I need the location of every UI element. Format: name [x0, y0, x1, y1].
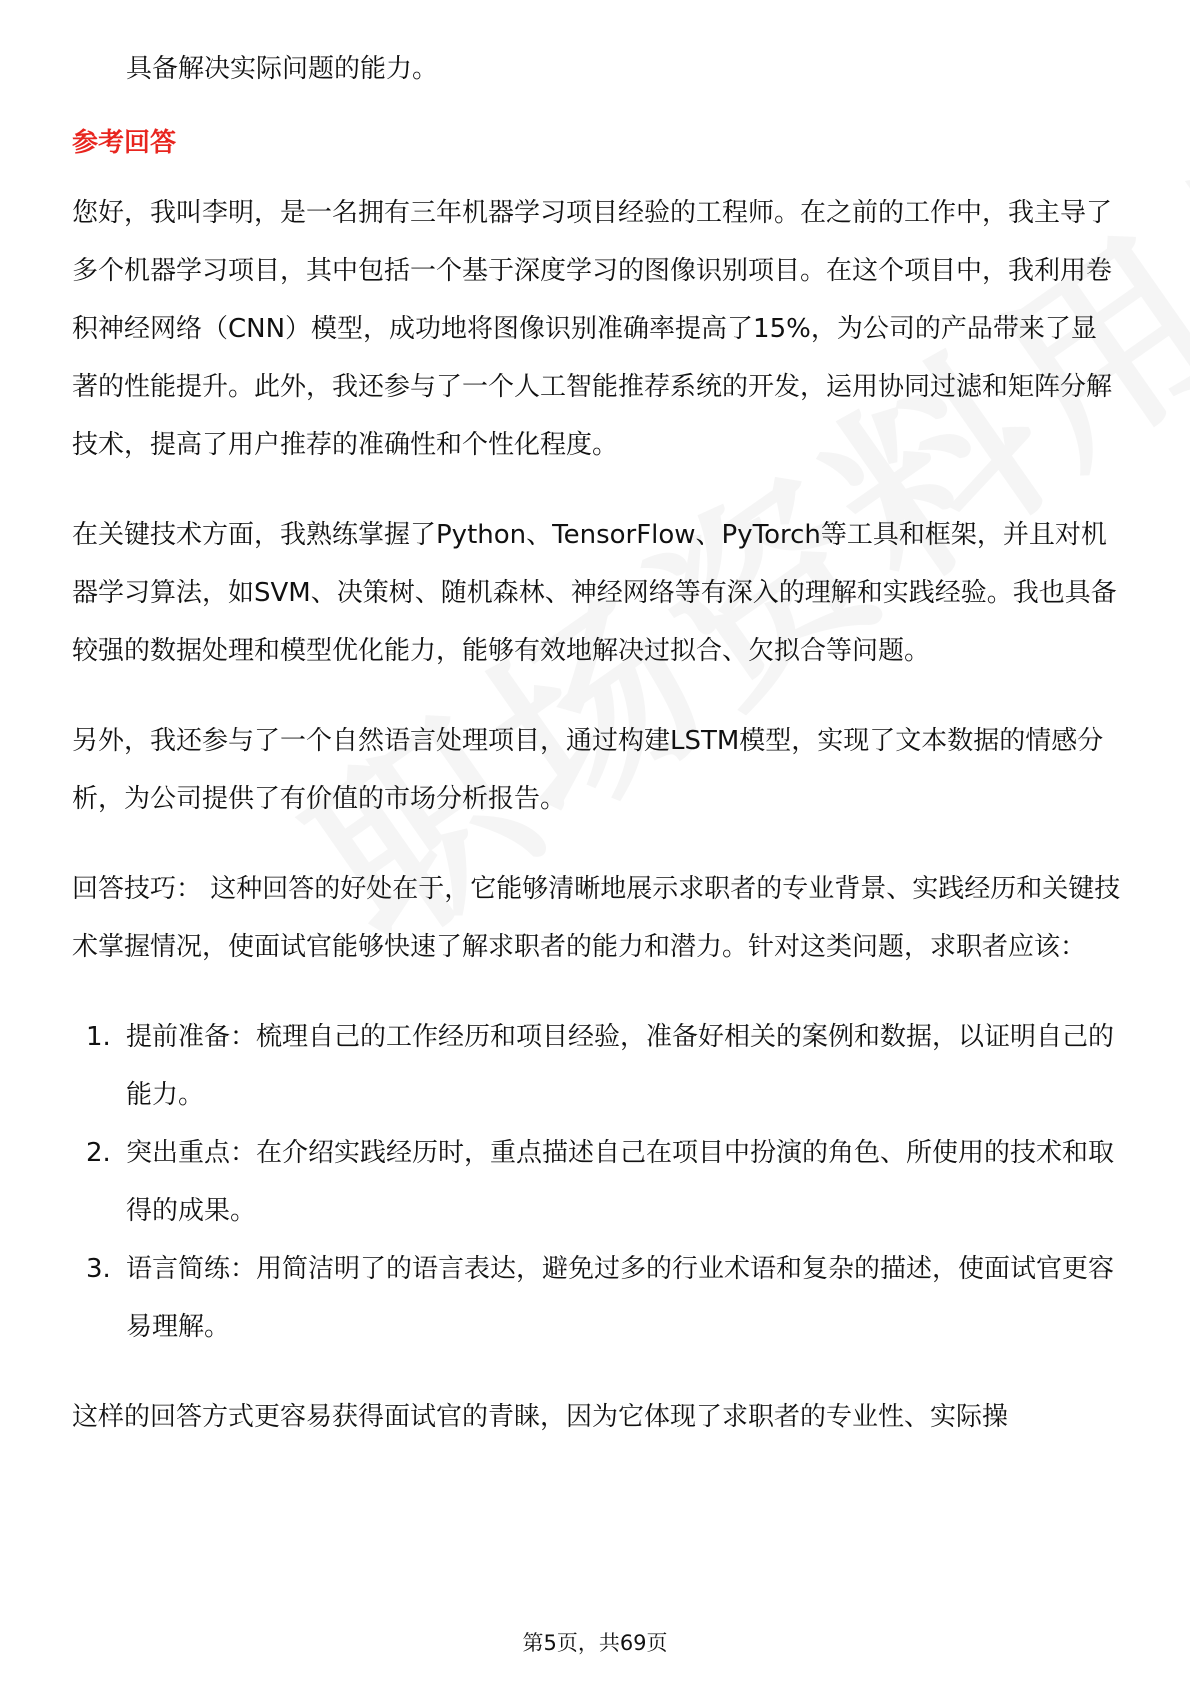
answer-paragraph-1: 您好，我叫李明，是一名拥有三年机器学习项目经验的工程师。在之前的工作中，我主导了多个机器学习项目，其中包括一个基于深度学习的图像识别项目。在这个项目中，我利用卷积神经网络（CNN）模型，成功地将图像识别准确率提高了15%，为公司的产品带来了显著的性能提升。此外，我还参与了一个人工智能推荐系统的开发，运用协同过滤和矩阵分解技术，提高了用户推荐的准确性和个性化程度。	[72, 198, 1113, 460]
closing-paragraph: 这样的回答方式更容易获得面试官的青睐，因为它体现了求职者的专业性、实际操	[72, 1402, 1009, 1432]
answer-paragraph-2: 在关键技术方面，我熟练掌握了Python、TensorFlow、PyTorch等工具和框架，并且对机器学习算法，如SVM、决策树、随机森林、神经网络等有深入的理解和实践经验。我也具备较强的数据处理和模型优化能力，能够有效地解决过拟合、欠拟合等问题。	[72, 520, 1117, 666]
page-content	[72, 40, 1122, 1446]
tips-intro-paragraph: 回答技巧： 这种回答的好处在于，它能够清晰地展示求职者的专业背景、实践经历和关键技术掌握情况，使面试官能够快速了解求职者的能力和潜力。针对这类问题，求职者应该：	[72, 874, 1121, 962]
section-heading: 参考回答	[72, 128, 177, 158]
list-item	[72, 1124, 1122, 1240]
tips-list	[72, 1008, 1122, 1356]
list-text: 语言简练：用简洁明了的语言表达，避免过多的行业术语和复杂的描述，使面试官更容易理解。	[126, 1254, 1115, 1342]
list-number: 1.	[86, 1022, 111, 1052]
continued-line: 具备解决实际问题的能力。	[126, 54, 439, 84]
list-number: 3.	[86, 1254, 111, 1284]
page-number: 第5页，共69页	[522, 1631, 668, 1655]
answer-paragraph-3: 另外，我还参与了一个自然语言处理项目，通过构建LSTM模型，实现了文本数据的情感分析，为公司提供了有价值的市场分析报告。	[72, 726, 1104, 814]
list-number: 2.	[86, 1138, 111, 1168]
list-text: 突出重点：在介绍实践经历时，重点描述自己在项目中扮演的角色、所使用的技术和取得的成果。	[126, 1138, 1115, 1226]
list-text: 提前准备：梳理自己的工作经历和项目经验，准备好相关的案例和数据，以证明自己的能力。	[126, 1022, 1115, 1110]
list-item	[72, 1240, 1122, 1356]
list-item	[72, 1008, 1122, 1124]
